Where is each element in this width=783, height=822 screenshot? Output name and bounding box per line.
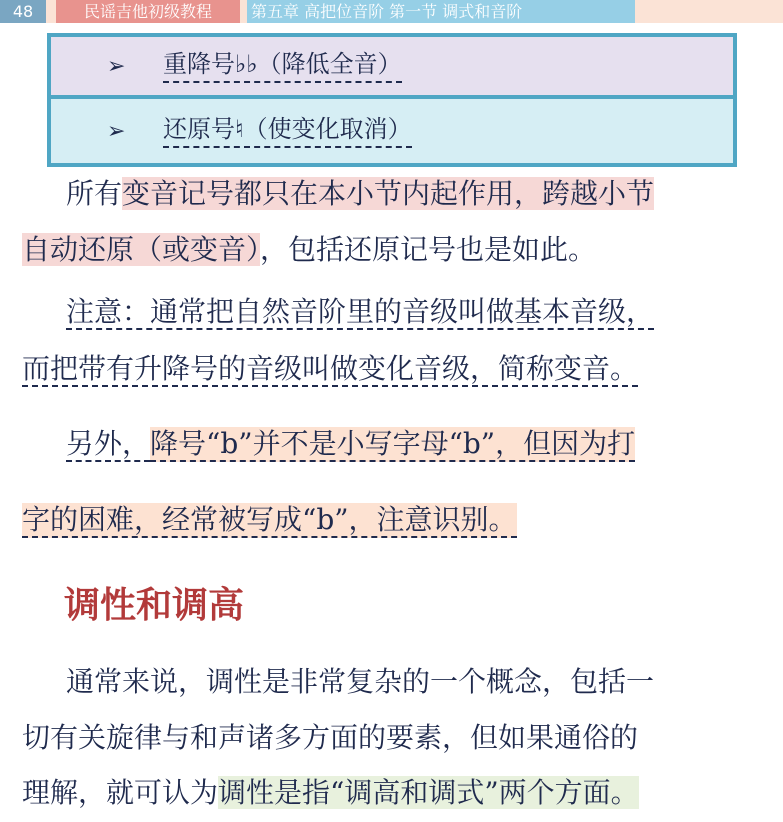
page-header [0,0,783,23]
text-run: 所有 [66,177,123,210]
text-line [22,230,596,272]
text-line [66,662,654,704]
text-line [66,292,654,334]
highlighted-text: 降号“b”并不是小写字母“b”，但因为打 [150,427,636,460]
text-run: ，包括还原记号也是如此。 [260,233,597,266]
page-number: 48 [0,0,46,23]
arrow-bullet-icon: ➢ [107,53,126,79]
text-line [22,773,639,815]
accidentals-table [47,33,737,167]
section-heading: 调性和调高 [64,585,245,626]
arrow-bullet-icon: ➢ [107,118,126,144]
text-run: 通常来说，调性是非常复杂的一个概念，包括一 [66,665,655,698]
text-line [66,424,635,466]
highlighted-text: 字的困难，经常被写成“b”，注意识别。 [22,503,517,536]
text-line [22,349,638,391]
highlighted-text: 自动还原（或变音） [22,233,261,266]
text-line [22,718,638,760]
double-flat-label: 重降号♭♭（降低全音） [163,49,402,83]
highlighted-text: 调性是指“调高和调式”两个方面。 [218,776,639,809]
double-flat-row [51,37,733,99]
natural-sign-label: 还原号♮（使变化取消） [163,114,412,148]
text-run: 理解，就可认为 [22,776,219,809]
underlined-text: 而把带有升降号的音级叫做变化音级，简称变音。 [22,352,639,385]
text-line [66,174,654,216]
natural-sign-row [51,99,733,163]
book-title: 民谣吉他初级教程 [56,0,240,23]
chapter-title: 第五章 高把位音阶 第一节 调式和音阶 [247,0,635,23]
highlighted-text: 变音记号都只在本小节内起作用，跨越小节 [122,177,655,210]
text-line [22,500,517,542]
underlined-text: 注意：通常把自然音阶里的音级叫做基本音级， [66,295,655,328]
text-run: 切有关旋律与和声诸多方面的要素，但如果通俗的 [22,721,639,754]
underlined-text: 另外， [66,427,151,460]
